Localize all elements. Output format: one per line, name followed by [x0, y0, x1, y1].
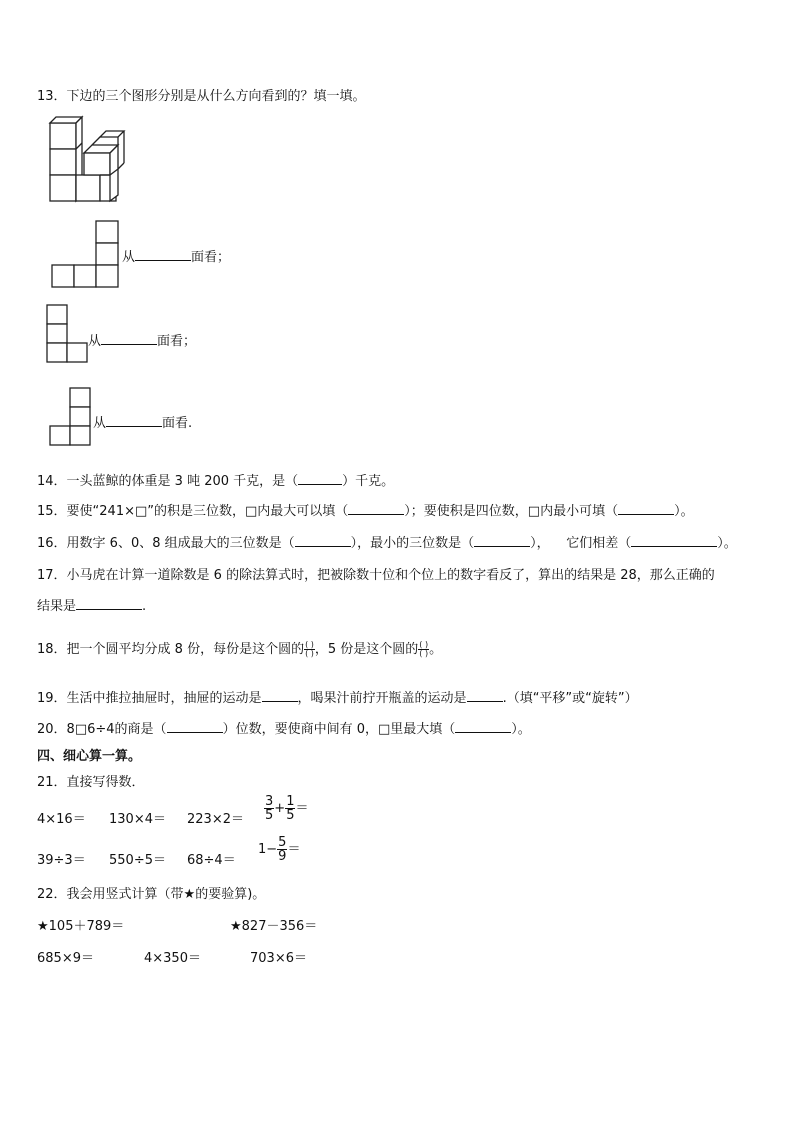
q18-fraction-1[interactable]: $\frac{( )}{( )}$ — [305, 640, 314, 658]
q21-item-1: 4×16＝ — [37, 812, 86, 827]
q22-item-3: 685×9＝ — [37, 951, 94, 966]
q18-fraction-2[interactable]: $\frac{( )}{( )}$ — [419, 640, 429, 658]
q21-item-2: 130×4＝ — [109, 812, 166, 827]
view-2-blank[interactable] — [101, 332, 157, 345]
q13-prompt: 13．下边的三个图形分别是从什么方向看到的？填一填。 — [37, 89, 366, 104]
q19: 19．生活中推拉抽屉时，抽屉的运动是 ，喝果汁前拧开瓶盖的运动是 .（填“平移”或“旋转”） — [37, 691, 638, 706]
q15-blank-1[interactable] — [348, 502, 404, 515]
view-2-caption: 从 面看； — [88, 334, 197, 349]
view-2-grid — [45, 305, 91, 363]
q17-line1: 17．小马虎在计算一道除数是 6 的除法算式时，把被除数十位和个位上的数字看反了，算出的结果是 28，那么正确的 — [37, 568, 715, 583]
view-1-caption: 从 面看； — [122, 250, 231, 265]
q14-blank[interactable] — [298, 472, 342, 485]
q22-item-5: 703×6＝ — [250, 951, 307, 966]
q15-blank-2[interactable] — [618, 502, 674, 515]
q20-blank-1[interactable] — [167, 720, 223, 733]
q21-item-8: 1− $\frac{5}{9}$ ＝ — [258, 835, 301, 864]
q18: 18．把一个圆平均分成 8 份，每份是这个圆的 $\frac{( )}{( )}$ ，5 份是这个圆的 $\frac{( )}{( )}$ 。 — [37, 640, 443, 658]
q21-item-4: $\frac{3}{5}$ + $\frac{1}{5}$ ＝ — [265, 794, 309, 823]
q20-blank-2[interactable] — [455, 720, 511, 733]
q22-item-1: ★105＋789＝ — [37, 919, 125, 934]
q16-blank-1[interactable] — [295, 534, 351, 547]
view-3-caption: 从 面看. — [93, 416, 193, 431]
view-3-grid — [50, 388, 96, 448]
q21-item-7: 68÷4＝ — [187, 853, 236, 868]
section-4-heading: 四、细心算一算。 — [37, 749, 142, 764]
q21-prompt: 21．直接写得数． — [37, 775, 145, 790]
q17-line2: 结果是 . — [37, 599, 147, 614]
view-1-grid — [52, 219, 122, 287]
q19-blank-1[interactable] — [262, 689, 298, 702]
q14: 14．一头蓝鲸的体重是 3 吨 200 千克，是（ ）千克。 — [37, 474, 395, 489]
view-1-blank[interactable] — [135, 248, 191, 261]
q19-blank-2[interactable] — [467, 689, 503, 702]
q20: 20．8□6÷4的商是（ ）位数，要使商中间有 0，□里最大填（ ）。 — [37, 722, 531, 737]
q16-blank-3[interactable] — [631, 534, 717, 547]
q22-item-2: ★827－356＝ — [230, 919, 318, 934]
q15: 15．要使“241×□”的积是三位数，□内最大可以填（ ）；要使积是四位数，□内最小可填（ ）。 — [37, 504, 694, 519]
view-3-blank[interactable] — [106, 414, 162, 427]
q16-blank-2[interactable] — [474, 534, 530, 547]
q21-item-5: 39÷3＝ — [37, 853, 86, 868]
q22-item-4: 4×350＝ — [144, 951, 201, 966]
q17-blank[interactable] — [76, 597, 142, 610]
q16: 16．用数字 6、0、8 组成最大的三位数是（ ），最小的三位数是（ ）， 它们相差（ ）。 — [37, 536, 737, 551]
cube-stack-figure — [46, 113, 126, 203]
q21-item-3: 223×2＝ — [187, 812, 244, 827]
q22-prompt: 22．我会用竖式计算（带★的要验算)。 — [37, 887, 266, 902]
q21-item-6: 550÷5＝ — [109, 853, 166, 868]
